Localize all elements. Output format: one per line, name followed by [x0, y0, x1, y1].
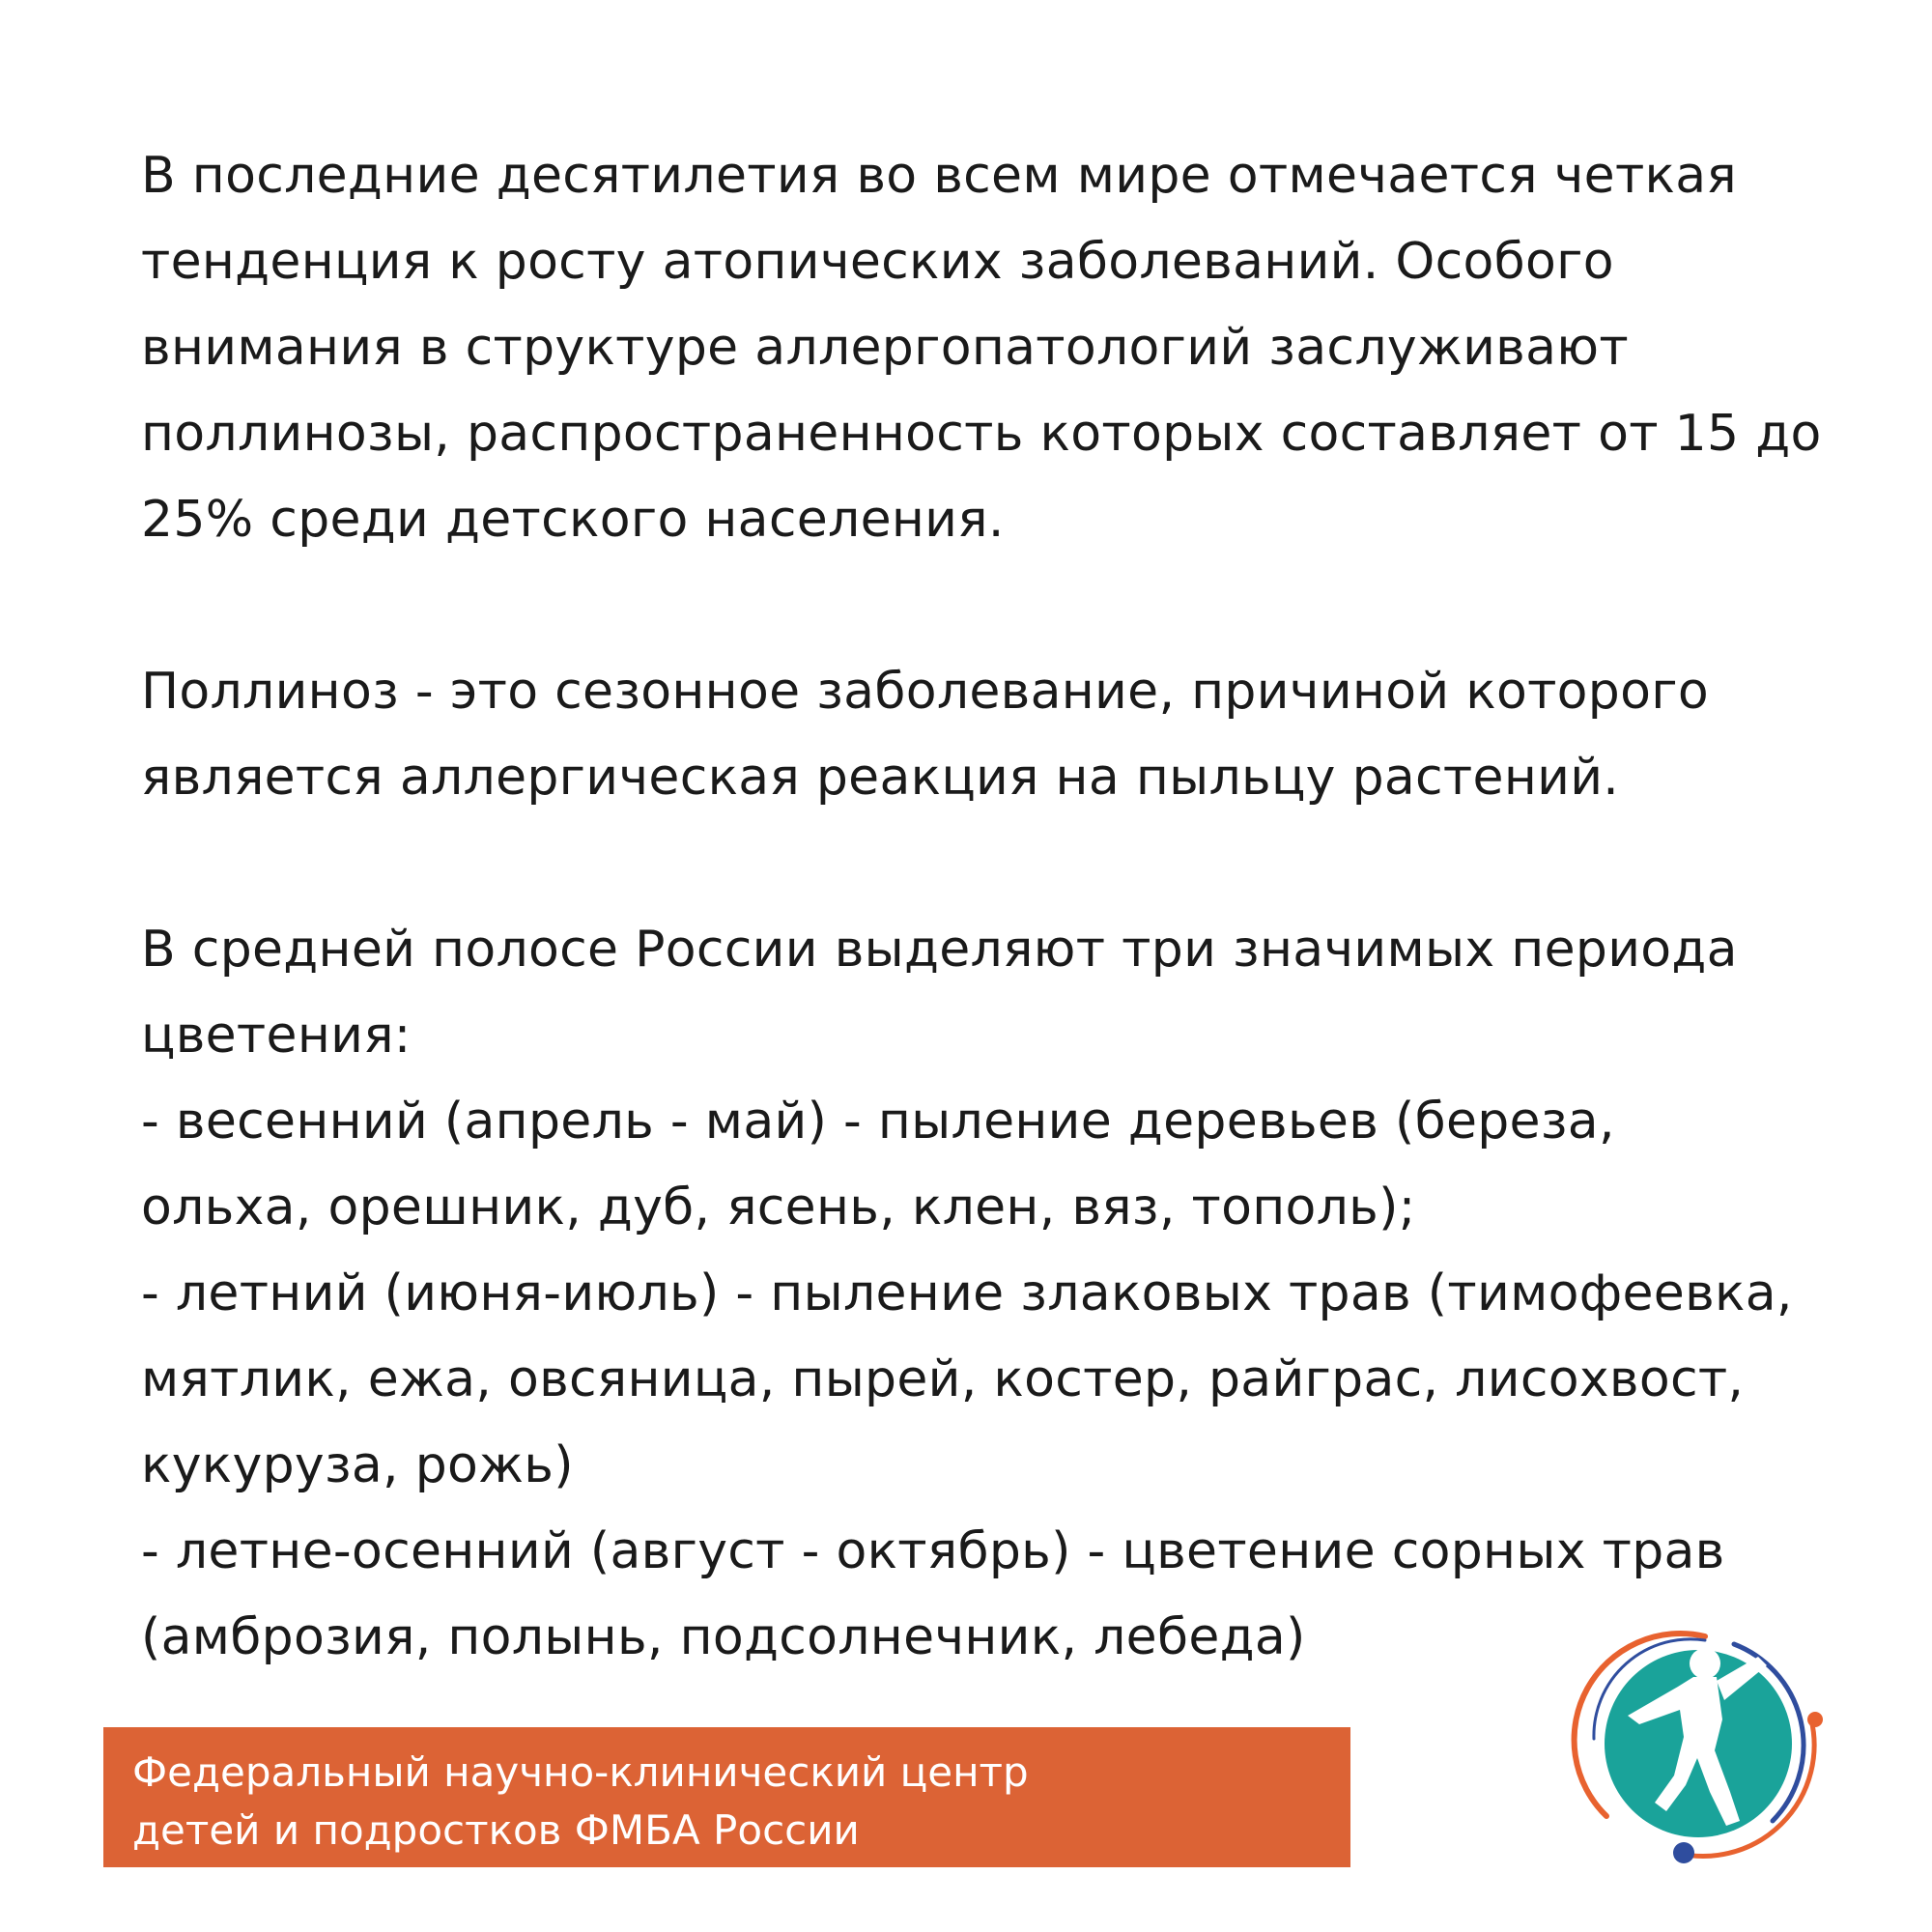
text-line: 25% среди детского населения.	[141, 491, 1005, 549]
main-text	[141, 133, 1909, 1681]
paragraph-gap	[141, 821, 1909, 907]
text-line: цветения:	[141, 1007, 412, 1065]
list-item-autumn: - летне-осенний (август - октябрь) - цветение сорных трав	[141, 1522, 1725, 1580]
paragraph-periods	[141, 907, 1909, 1681]
text-line: В средней полосе России выделяют три значимых периода	[141, 921, 1738, 979]
organization-banner	[103, 1727, 1350, 1867]
list-item-summer: - летний (июня-июль) - пыление злаковых трав (тимофеевка,	[141, 1264, 1793, 1322]
text-line: кукуруза, рожь)	[141, 1436, 574, 1494]
text-line: Поллиноз - это сезонное заболевание, причиной которого	[141, 663, 1709, 721]
text-line: поллинозы, распространенность которых составляет от 15 до	[141, 405, 1822, 463]
banner-line-1: Федеральный научно-клинический центр	[132, 1748, 1029, 1796]
text-line: (амброзия, полынь, подсолнечник, лебеда)	[141, 1608, 1306, 1666]
paragraph-definition	[141, 649, 1909, 821]
list-item-spring: - весенний (апрель - май) - пыление деревьев (береза,	[141, 1093, 1615, 1151]
text-line: тенденция к росту атопических заболеваний. Особого	[141, 233, 1614, 291]
text-line: ольха, орешник, дуб, ясень, клен, вяз, тополь);	[141, 1179, 1416, 1236]
text-line: мятлик, ежа, овсяница, пырей, костер, райграс, лисохвост,	[141, 1350, 1745, 1408]
text-line: является аллергическая реакция на пыльцу растений.	[141, 749, 1620, 807]
paragraph-gap	[141, 563, 1909, 649]
text-line: В последние десятилетия во всем мире отмечается четкая	[141, 147, 1738, 205]
banner-line-2: детей и подростков ФМБА России	[132, 1806, 860, 1854]
child-jumping-logo-icon	[1550, 1623, 1850, 1864]
text-line: внимания в структуре аллергопатологий заслуживают	[141, 319, 1629, 377]
paragraph-intro	[141, 133, 1909, 563]
